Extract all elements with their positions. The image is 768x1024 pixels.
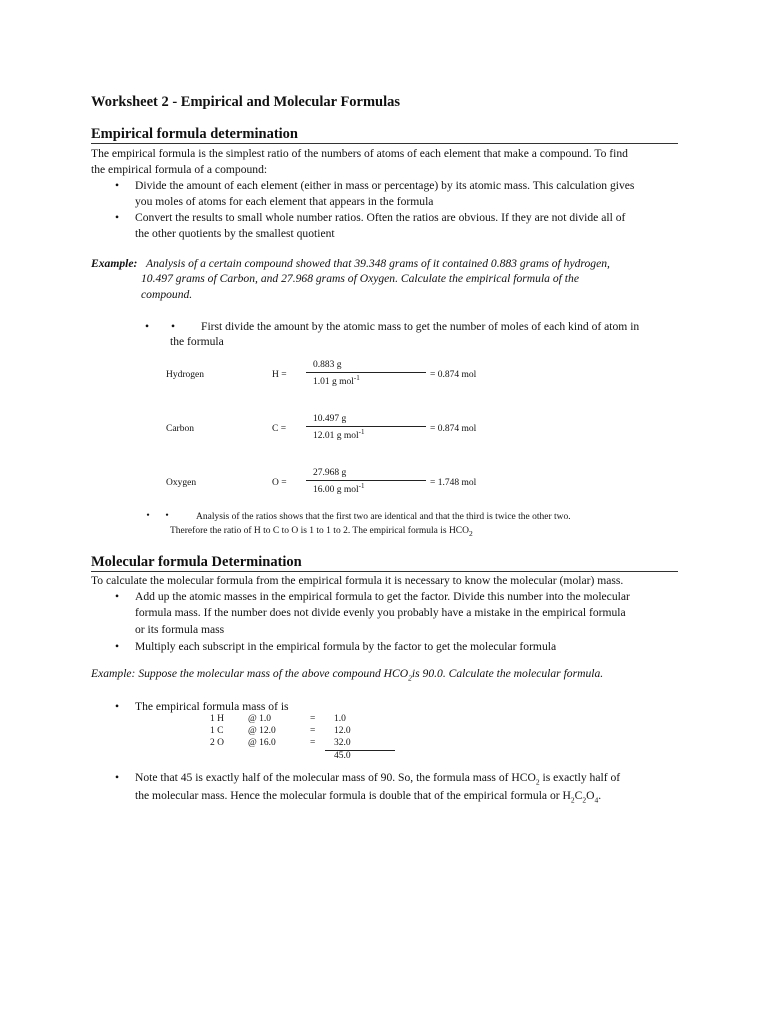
intro-line: The empirical formula is the simplest ratio of the numbers of atoms of each element that make a compound. To find: [91, 147, 628, 160]
exponent: -1: [358, 482, 365, 490]
intro-line: the empirical formula of a compound:: [91, 163, 268, 176]
mass-atom: 1 H: [210, 714, 224, 724]
section-heading-molecular: Molecular formula Determination: [91, 554, 302, 570]
mass-at: @ 1.0: [248, 714, 271, 724]
bullet-glyph: •: [165, 511, 169, 521]
bullet-text: Divide the amount of each element (either in mass or percentage) by its atomic mass. This calculation gives: [135, 179, 635, 192]
element-symbol: O =: [272, 478, 287, 488]
bullet-glyph: •: [114, 590, 120, 603]
fraction-numerator: 0.883 g: [313, 360, 342, 370]
bullet-text: Convert the results to small whole number ratios. Often the ratios are obvious. If they are not divide all of: [135, 211, 626, 224]
element-name: Oxygen: [166, 478, 197, 488]
example-label: Example:: [91, 257, 138, 270]
bullet-glyph: •: [114, 179, 120, 192]
bullet-glyph: •: [114, 640, 120, 653]
bullet-glyph: •: [114, 700, 120, 713]
section-divider: [91, 143, 678, 144]
fraction-denominator: 1.01 g mol$^{-1}$: [313, 374, 360, 388]
fraction-bar: [306, 480, 426, 481]
step-text: the formula: [170, 335, 224, 348]
mass-total: 45.0: [334, 751, 351, 761]
mass-eq: =: [310, 714, 316, 724]
calc-result: = 0.874 mol: [430, 370, 477, 380]
element-symbol: C =: [272, 424, 287, 434]
bullet-glyph: •: [170, 320, 176, 333]
bullet-glyph: •: [144, 320, 150, 333]
bullet-text: formula mass. If the number does not divide evenly you probably have a mistake in the empirical formula: [135, 606, 626, 619]
exponent: -1: [358, 428, 365, 436]
fraction-bar: [306, 372, 426, 373]
bullet-glyph: •: [114, 771, 120, 784]
example-text: compound.: [141, 288, 193, 301]
mass-eq: =: [310, 738, 316, 748]
exponent: -1: [353, 374, 360, 382]
element-name: Hydrogen: [166, 370, 204, 380]
fraction-numerator: 10.497 g: [313, 414, 347, 424]
calc-result: = 0.874 mol: [430, 424, 477, 434]
mass-val: 32.0: [334, 738, 351, 748]
bullet-text: or its formula mass: [135, 623, 225, 636]
fraction-denominator: 12.01 g mol$^{-1}$: [313, 428, 365, 442]
mass-val: 1.0: [334, 714, 346, 724]
intro-line: To calculate the molecular formula from the empirical formula it is necessary to know the molecular (molar) mass.: [91, 574, 624, 587]
fraction-denominator: 16.00 g mol$^{-1}$: [313, 482, 365, 496]
mass-val: 12.0: [334, 726, 351, 736]
bullet-text: Add up the atomic masses in the empirical formula to get the factor. Divide this number into the molecular: [135, 590, 630, 603]
mass-atom: 1 C: [210, 726, 224, 736]
mass-at: @ 16.0: [248, 738, 276, 748]
mass-atom: 2 O: [210, 738, 224, 748]
mass-at: @ 12.0: [248, 726, 276, 736]
bullet-glyph: •: [146, 511, 150, 521]
bullet-text: the other quotients by the smallest quotient: [135, 227, 335, 240]
example-text: Example: Suppose the molecular mass of the above compound $HCO_2is$ 90.0. Calculate the molecular formula.: [91, 667, 604, 683]
fraction-numerator: 27.968 g: [313, 468, 347, 478]
section-heading-empirical: Empirical formula determination: [91, 126, 299, 142]
bullet-text: Multiply each subscript in the empirical formula by the factor to get the molecular formula: [135, 640, 557, 653]
worksheet-title: Worksheet 2 - Empirical and Molecular Formulas: [91, 94, 401, 110]
note-text: Note that 45 is exactly half of the molecular mass of 90. So, the formula mass of $HCO_2$ is exactly half of: [135, 771, 621, 787]
example-text: Analysis of a certain compound showed that 39.348 grams of it contained 0.883 grams of hydrogen,: [146, 257, 610, 270]
element-name: Carbon: [166, 424, 194, 434]
note-text: the molecular mass. Hence the molecular formula is double that of the empirical formula or $H_2C_2O_4$.: [135, 789, 602, 805]
example-text: 10.497 grams of Carbon, and 27.968 grams of Oxygen. Calculate the empirical formula of the: [141, 272, 579, 285]
bullet-text: you moles of atoms for each element that appears in the formula: [135, 195, 434, 208]
step-text: First divide the amount by the atomic mass to get the number of moles of each kind of atom in: [201, 320, 640, 333]
mass-eq: =: [310, 726, 316, 736]
bullet-glyph: •: [114, 211, 120, 224]
step-text: Analysis of the ratios shows that the first two are identical and that the third is twice the other two.: [196, 512, 571, 522]
bullet-text: The empirical formula mass of is: [135, 700, 289, 713]
calc-result: = 1.748 mol: [430, 478, 477, 488]
fraction-bar: [306, 426, 426, 427]
element-symbol: H =: [272, 370, 287, 380]
step-text: Therefore the ratio of H to C to O is 1 to 1 to 2. The empirical formula is $HCO_2$: [170, 526, 473, 538]
